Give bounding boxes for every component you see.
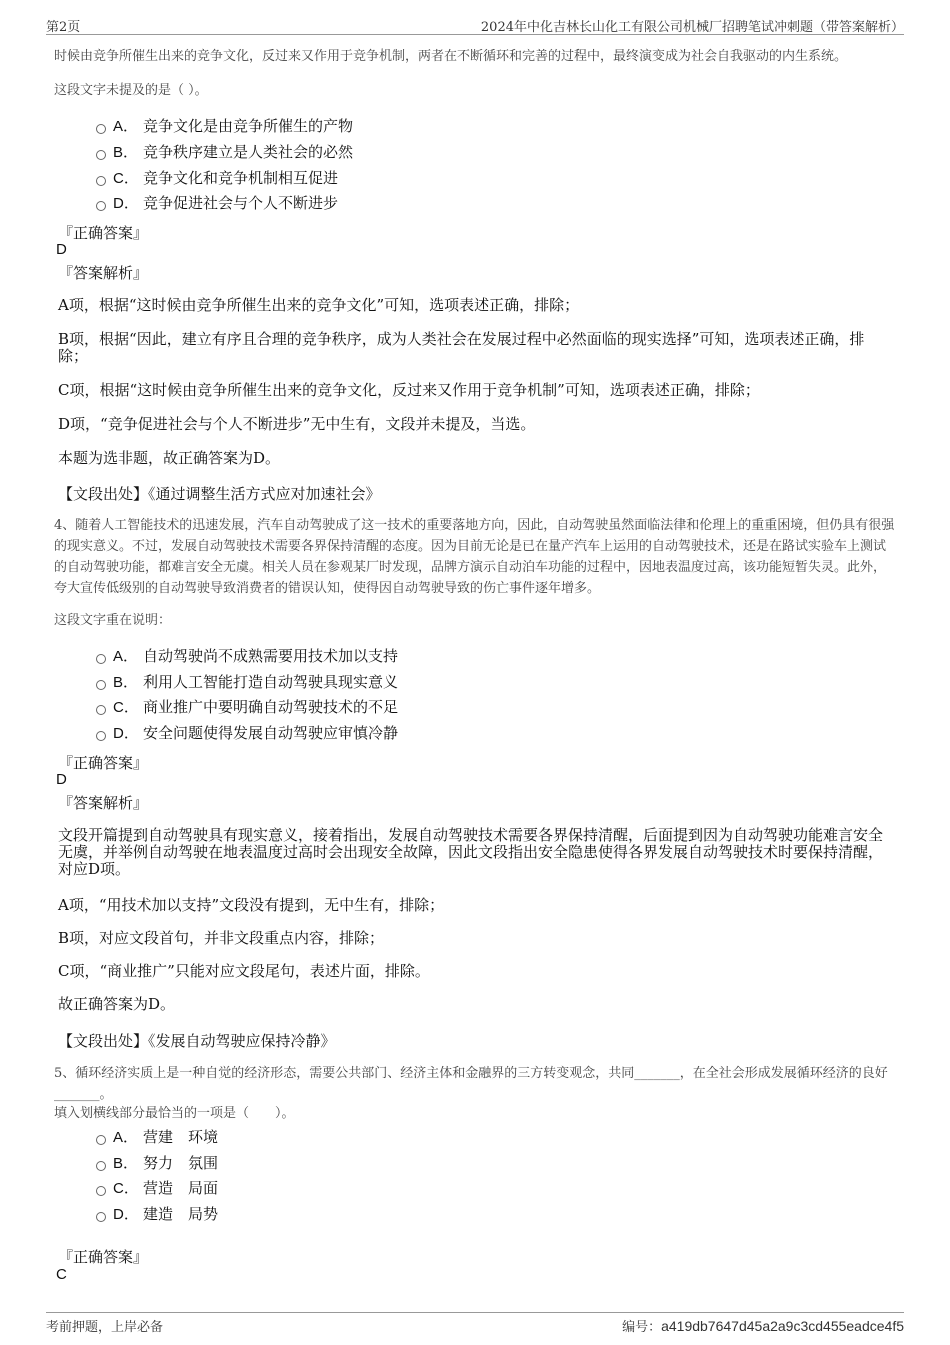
radio-icon[interactable] [96,731,106,741]
option-letter: A． [113,648,139,665]
option-letter: A． [113,118,139,135]
q5-option-a[interactable] [96,1127,218,1147]
page-number: 第2页 [46,20,81,35]
q4-option-a[interactable] [96,646,398,666]
option-text: 自动驾驶尚不成熟需要用技术加以支持 [143,647,399,665]
q3-analysis-c: C项，根据“这时候由竞争所催生出来的竞争文化，反过来又作用于竞争机制”可知，选项表述正确，排除； [58,381,760,399]
page-footer [46,1312,904,1339]
radio-icon[interactable] [96,1135,106,1145]
q3-prompt: 这段文字未提及的是（ ）。 [54,83,208,98]
q5-answer: C [56,1266,67,1283]
radio-icon[interactable] [96,124,106,134]
radio-icon[interactable] [96,150,106,160]
footer-code-label: 编号： [622,1320,662,1335]
option-text: 商业推广中要明确自动驾驶技术的不足 [143,698,399,716]
q4-answer: D [56,771,67,788]
q3-passage-tail: 时候由竞争所催生出来的竞争文化，反过来又作用于竞争机制，两者在不断循环和完善的过程中，最终演变成为社会自我驱动的内生系统。 [54,49,848,64]
q5-passage: 5、循环经济实质上是一种自觉的经济形态，需要公共部门、经济主体和金融界的三方转变观念，共同_______，在全社会形成发展循环经济的良好_______。 [54,1066,888,1102]
q3-analysis-d: D项，“竞争促进社会与个人不断进步”无中生有，文段并未提及，当选。 [58,415,536,433]
q4-analysis-c: C项，“商业推广”只能对应文段尾句，表述片面，排除。 [58,962,430,980]
q4-option-c[interactable] [96,697,398,717]
option-letter: C． [113,170,139,187]
q5-option-d[interactable] [96,1204,218,1224]
q3-option-b[interactable] [96,142,353,162]
q4-conclusion: 故正确答案为D。 [58,995,176,1013]
option-letter: C． [113,699,139,716]
q3-analysis-b: B项，根据“因此，建立有序且合理的竞争秩序，成为人类社会在发展过程中必然面临的现实选择”可知，选项表述正确，排除； [58,330,865,365]
q5-answer-label: 『正确答案』 [58,1248,149,1266]
q4-analysis-label: 『答案解析』 [58,794,149,812]
radio-icon[interactable] [96,654,106,664]
q4-analysis-a: A项，“用技术加以支持”文段没有提到，无中生有，排除； [58,896,445,914]
option-text: 安全问题使得发展自动驾驶应审慎冷静 [143,724,399,742]
q4-answer-label: 『正确答案』 [58,754,149,772]
option-text: 竞争文化和竞争机制相互促进 [143,169,339,187]
radio-icon[interactable] [96,1161,106,1171]
radio-icon[interactable] [96,176,106,186]
option-letter: A． [113,1129,139,1146]
q5-option-c[interactable] [96,1178,218,1198]
option-text: 竞争文化是由竞争所催生的产物 [143,117,354,135]
q3-option-c[interactable] [96,168,338,188]
footer-slogan: 考前押题，上岸必备 [46,1320,164,1335]
q3-option-a[interactable] [96,116,353,136]
radio-icon[interactable] [96,680,106,690]
footer-code: a419db7647d45a2a9c3cd455eadce4f5 [661,1318,904,1334]
radio-icon[interactable] [96,705,106,715]
option-letter: C． [113,1180,139,1197]
option-text: 努力 氛围 [143,1154,219,1172]
q4-passage: 4、随着人工智能技术的迅速发展，汽车自动驾驶成了这一技术的重要落地方向，因此，自动驾驶虽然面临法律和伦理上的重重困境，但仍具有很强的现实意义。不过，发展自动驾驶技术需要各界保持清醒的态度。因为目前无论是已在量产汽车上运用的自动驾驶技术，还是在路试实验车上测试的自动驾驶功能，都难言安全无虞。相关人员在参观某厂时发现，品牌方演示自动泊车功能的过程中，因地表温度过高，该功能短暂失灵。此外，夸大宣传低级别的自动驾驶导致消费者的错误认知，使得因自动驾驶导致的伤亡事件逐年增多。 [54,518,895,596]
q3-option-d[interactable] [96,193,338,213]
q3-answer: D [56,241,67,258]
option-letter: D． [113,195,139,212]
option-text: 营造 局面 [143,1179,219,1197]
q4-option-d[interactable] [96,723,398,743]
option-text: 竞争促进社会与个人不断进步 [143,194,339,212]
q4-source: 【文段出处】《发展自动驾驶应保持冷静》 [58,1032,336,1050]
option-letter: D． [113,1206,139,1223]
q3-source: 【文段出处】《通过调整生活方式应对加速社会》 [58,485,381,503]
option-letter: B． [113,1155,139,1172]
q4-prompt: 这段文字重在说明： [54,613,172,628]
q3-analysis-label: 『答案解析』 [58,264,149,282]
option-text: 利用人工智能打造自动驾驶具现实意义 [143,673,399,691]
q4-analysis-main: 文段开篇提到自动驾驶具有现实意义，接着指出，发展自动驾驶技术需要各界保持清醒，后面提到因为自动驾驶功能难言安全无虞，并举例自动驾驶在地表温度过高时会出现安全故障，因此文段指出安全隐患使得各界发展自动驾驶技术时要保持清醒，对应D项。 [58,826,884,878]
q4-option-b[interactable] [96,672,398,692]
q3-answer-label: 『正确答案』 [58,224,149,242]
q3-analysis-a: A项，根据“这时候由竞争所催生出来的竞争文化”可知，选项表述正确，排除； [58,296,580,314]
option-letter: B． [113,674,139,691]
q5-option-b[interactable] [96,1153,218,1173]
q5-prompt: 填入划横线部分最恰当的一项是（ ）。 [54,1106,295,1121]
option-letter: D． [113,725,139,742]
document-title: 2024年中化吉林长山化工有限公司机械厂招聘笔试冲刺题（带答案解析） [480,20,904,35]
option-text: 竞争秩序建立是人类社会的必然 [143,143,354,161]
q4-analysis-b: B项，对应文段首句，并非文段重点内容，排除； [58,929,385,947]
option-text: 营建 环境 [143,1128,219,1146]
option-text: 建造 局势 [143,1205,219,1223]
radio-icon[interactable] [96,201,106,211]
radio-icon[interactable] [96,1186,106,1196]
option-letter: B． [113,144,139,161]
radio-icon[interactable] [96,1212,106,1222]
page-header [46,14,904,35]
footer-code-block [622,1316,904,1335]
q3-conclusion: 本题为选非题，故正确答案为D。 [58,449,281,467]
